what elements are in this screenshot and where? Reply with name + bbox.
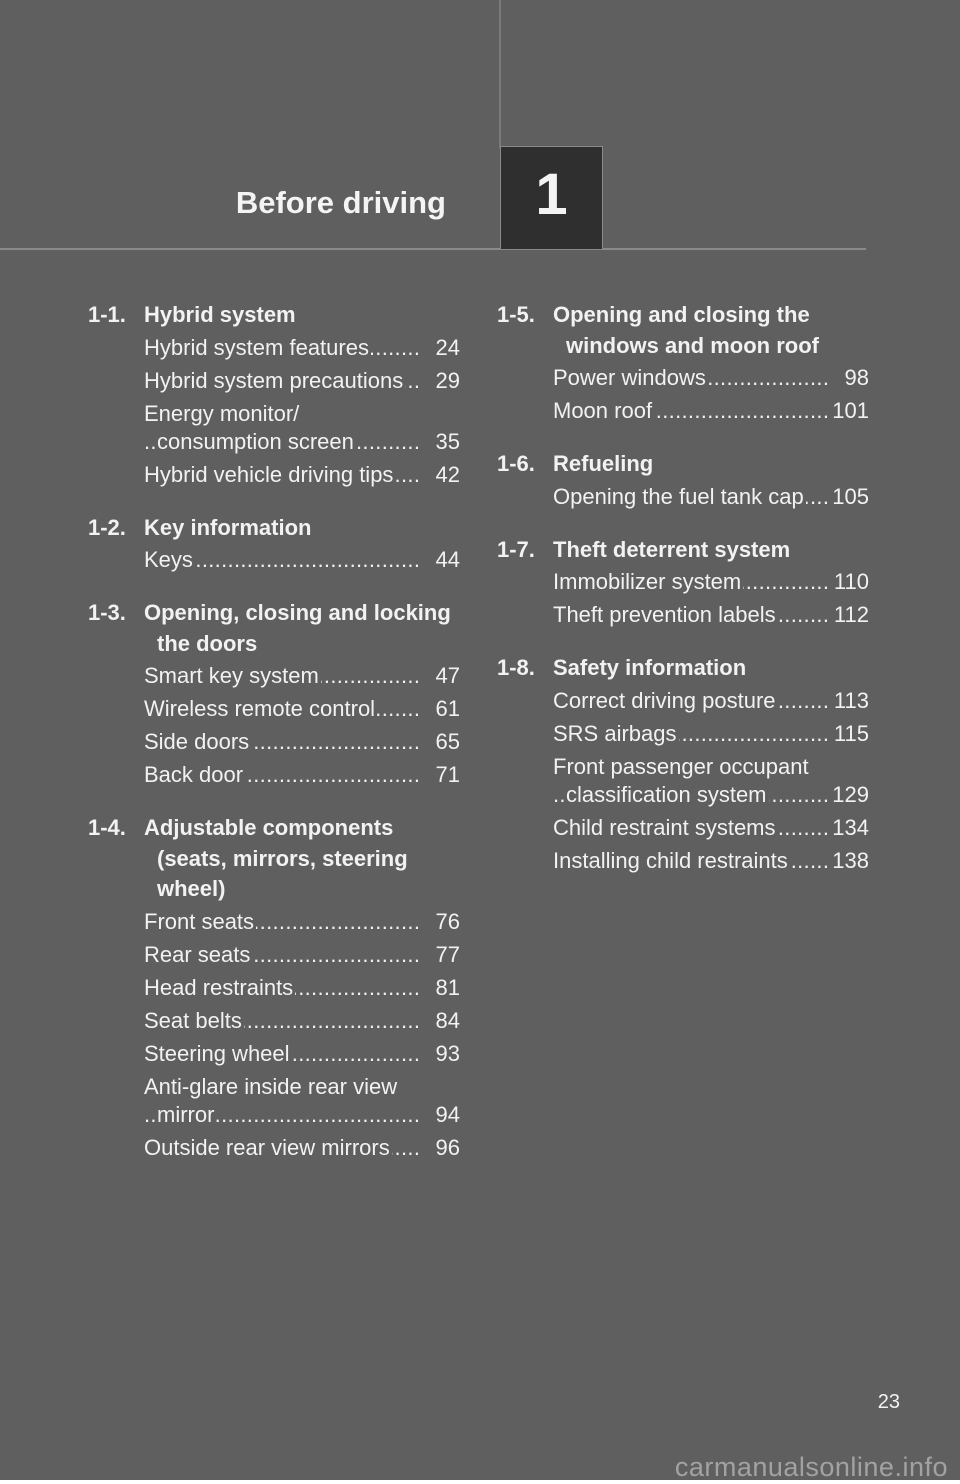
entry-page-number: 96: [418, 1134, 460, 1162]
entry-title: Energy monitor/ consumption screen: [144, 400, 354, 454]
toc-entry[interactable]: [553, 483, 869, 511]
entry-title: Opening the fuel tank cap: [553, 483, 804, 509]
section-number: 1-1.: [88, 302, 126, 327]
section-title: Refueling: [553, 451, 654, 476]
section-heading[interactable]: [88, 513, 460, 544]
toc-entry[interactable]: [144, 546, 460, 574]
toc-entry[interactable]: [144, 728, 460, 756]
entry-title: Installing child restraints: [553, 847, 788, 873]
entry-leader: [144, 728, 418, 756]
entry-page-number: 44: [418, 546, 460, 574]
entry-page-number: 76: [418, 908, 460, 936]
toc-entry[interactable]: [144, 662, 460, 690]
toc-entry[interactable]: [144, 908, 460, 936]
entry-title: Child restraint systems: [553, 814, 776, 840]
entry-title: Hybrid system precautions: [144, 367, 404, 393]
section-title: Adjustable components (seats, mirrors, steering wheel): [144, 815, 408, 901]
toc-entry[interactable]: [553, 397, 869, 425]
section-heading[interactable]: [88, 598, 460, 659]
entry-leader: [144, 1134, 418, 1162]
entry-leader: [144, 461, 418, 489]
entry-leader: [144, 662, 418, 690]
entry-title: Power windows: [553, 365, 706, 390]
section-heading[interactable]: [497, 653, 869, 684]
entry-title: Head restraints: [144, 974, 294, 1000]
entry-page-number: 115: [827, 720, 869, 748]
entry-title: Hybrid vehicle driving tips: [144, 461, 394, 487]
entry-page-number: 61: [418, 695, 460, 723]
entry-title: Correct driving posture: [553, 687, 776, 713]
toc-entry[interactable]: [144, 334, 460, 362]
entry-page-number: 24: [418, 334, 460, 362]
entry-page-number: 93: [418, 1040, 460, 1068]
entry-leader: [144, 400, 418, 456]
chapter-number-box: [500, 146, 603, 249]
entry-page-number: 71: [418, 761, 460, 789]
toc-entry[interactable]: [144, 1073, 460, 1129]
toc-entry[interactable]: [553, 847, 869, 875]
toc-entry[interactable]: [144, 367, 460, 395]
entry-leader: [144, 334, 418, 362]
section-title: Opening and closing the windows and moon roof: [553, 302, 819, 358]
entry-title: Immobilizer system: [553, 569, 742, 594]
toc-entry[interactable]: [144, 761, 460, 789]
entry-page-number: 112: [827, 601, 869, 629]
entry-title: Rear seats: [144, 941, 251, 967]
toc-section: [497, 449, 869, 511]
section-number: 1-5.: [497, 302, 535, 327]
section-heading[interactable]: [88, 813, 460, 905]
section-title: Theft deterrent system: [553, 536, 791, 562]
entry-page-number: 138: [827, 847, 869, 875]
entry-leader: [144, 761, 418, 789]
toc-entry[interactable]: [144, 1007, 460, 1035]
section-title: Hybrid system: [144, 302, 296, 327]
toc-entry[interactable]: [144, 400, 460, 456]
watermark: carmanualsonline.info: [674, 1452, 948, 1482]
section-number: 1-2.: [88, 514, 126, 540]
toc-section: [88, 813, 460, 1162]
section-number: 1-8.: [497, 655, 535, 680]
entry-leader: [144, 941, 418, 969]
entry-page-number: 110: [827, 568, 869, 596]
toc-entry[interactable]: [144, 1040, 460, 1068]
toc-entry[interactable]: [553, 364, 869, 392]
entry-leader: [144, 1007, 418, 1035]
entry-title: Side doors: [144, 729, 250, 754]
toc-section: [497, 653, 869, 875]
entry-title: SRS airbags: [553, 720, 677, 746]
entry-leader: [144, 974, 418, 1002]
chapter-title: Before driving: [235, 185, 446, 220]
toc-entry[interactable]: [553, 687, 869, 715]
entry-title: Moon roof: [553, 398, 653, 423]
entry-page-number: 134: [827, 814, 869, 842]
chapter-number: 1: [535, 162, 568, 227]
toc-entry[interactable]: [553, 568, 869, 596]
toc-entry[interactable]: [144, 941, 460, 969]
toc-entry[interactable]: [144, 695, 460, 723]
page-number: 23: [877, 1391, 900, 1413]
section-number: 1-3.: [88, 600, 126, 625]
entry-leader: [144, 1040, 418, 1068]
header-divider-vertical: [499, 0, 501, 148]
toc-entry[interactable]: [553, 753, 869, 809]
section-title: Opening, closing and locking the doors: [144, 600, 451, 656]
entry-leader: [144, 1073, 418, 1129]
section-number: 1-4.: [88, 815, 126, 840]
entry-title: Front passenger occupant classification system: [553, 753, 809, 807]
entry-leader: [553, 687, 827, 715]
entry-leader: [144, 546, 418, 574]
entry-page-number: 35: [418, 428, 460, 456]
entry-title: Hybrid system features: [144, 334, 369, 360]
toc-entry[interactable]: [144, 974, 460, 1002]
entry-page-number: 94: [418, 1101, 460, 1129]
entry-title: Steering wheel: [144, 1040, 290, 1066]
entry-title: Anti-glare inside rear view mirror: [144, 1073, 398, 1127]
entry-page-number: 81: [418, 974, 460, 1002]
entry-leader: [553, 720, 827, 748]
section-title: Key information: [144, 514, 312, 540]
entry-title: Front seats: [144, 908, 255, 934]
section-number: 1-6.: [497, 451, 535, 476]
toc-section: [88, 300, 460, 489]
entry-leader: [144, 367, 418, 395]
entry-page-number: 77: [418, 941, 460, 969]
entry-page-number: 113: [827, 687, 869, 715]
entry-title: Smart key system: [144, 663, 319, 688]
entry-leader: [553, 397, 827, 425]
entry-leader: [553, 568, 827, 596]
header-divider-horizontal: [0, 248, 866, 250]
toc-entry[interactable]: [144, 1134, 460, 1162]
entry-leader: [553, 814, 827, 842]
toc-entry[interactable]: [144, 461, 460, 489]
entry-title: Back door: [144, 762, 244, 787]
entry-leader: [144, 908, 418, 936]
toc-section: [497, 300, 869, 425]
entry-page-number: 98: [827, 364, 869, 392]
section-heading[interactable]: [497, 449, 869, 480]
toc-section: [88, 598, 460, 789]
entry-leader: [144, 695, 418, 723]
entry-page-number: 105: [827, 483, 869, 511]
section-heading[interactable]: [497, 535, 869, 566]
toc-section: [88, 513, 460, 575]
section-heading[interactable]: [497, 300, 869, 361]
entry-page-number: 47: [418, 662, 460, 690]
entry-title: Wireless remote control: [144, 696, 376, 721]
entry-leader: [553, 601, 827, 629]
entry-title: Keys: [144, 547, 193, 572]
entry-leader: [553, 847, 827, 875]
toc-left-column: [88, 300, 460, 1186]
entry-leader: [553, 753, 827, 809]
entry-page-number: 101: [827, 397, 869, 425]
entry-page-number: 65: [418, 728, 460, 756]
toc-entry[interactable]: [553, 601, 869, 629]
toc-section: [497, 535, 869, 630]
section-number: 1-7.: [497, 536, 535, 562]
entry-page-number: 29: [418, 367, 460, 395]
section-heading[interactable]: [88, 300, 460, 331]
entry-leader: [553, 364, 827, 392]
entry-page-number: 84: [418, 1007, 460, 1035]
toc-right-column: [497, 300, 869, 899]
toc-entry[interactable]: [553, 720, 869, 748]
entry-title: Theft prevention labels: [553, 602, 776, 627]
section-title: Safety information: [553, 655, 747, 680]
entry-page-number: 129: [827, 781, 869, 809]
entry-leader: [553, 483, 827, 511]
entry-title: Outside rear view mirrors: [144, 1134, 390, 1160]
entry-title: Seat belts: [144, 1007, 242, 1033]
entry-page-number: 42: [418, 461, 460, 489]
toc-entry[interactable]: [553, 814, 869, 842]
